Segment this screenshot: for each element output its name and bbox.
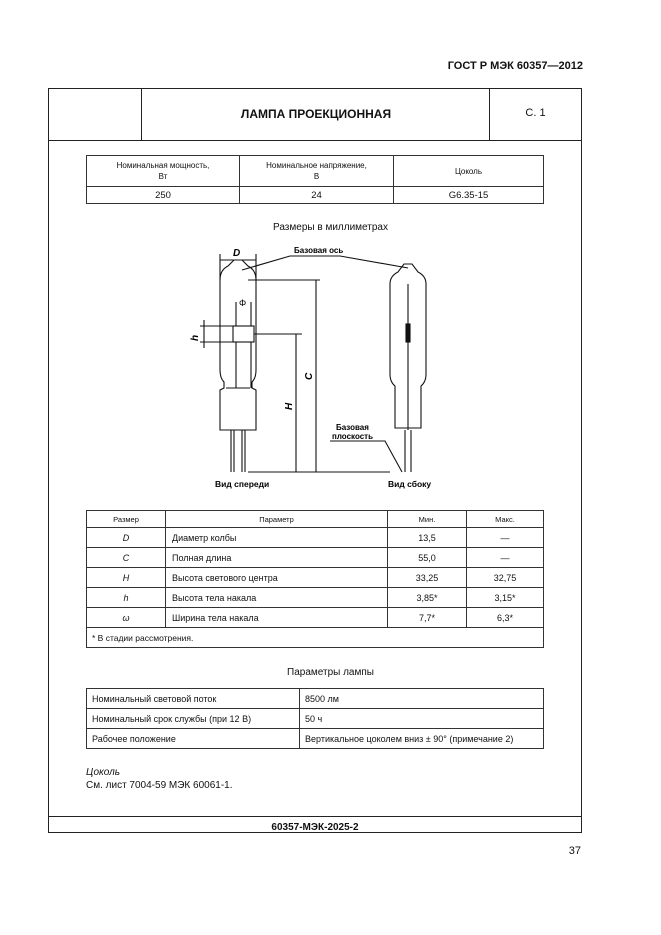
lamp-params-caption: Параметры лампы (287, 667, 374, 678)
dims-header-max: Макс. (467, 511, 544, 528)
dim-max: 6,3* (467, 608, 544, 628)
rating-voltage: 24 (240, 187, 394, 204)
table-row (87, 548, 544, 568)
dims-header-param: Параметр (166, 511, 388, 528)
label-side-view: Вид сбоку (388, 479, 432, 489)
dim-min: 13,5 (388, 528, 467, 548)
dim-min: 3,85* (388, 588, 467, 608)
sheet-title: ЛАМПА ПРОЕКЦИОННАЯ (240, 107, 392, 121)
dim-parameter: Ширина тела накала (166, 608, 388, 628)
rating-power: 250 (87, 187, 240, 204)
side-filament (406, 324, 410, 342)
dim-max: — (467, 548, 544, 568)
dim-parameter: Высота светового центра (166, 568, 388, 588)
dimensions-caption: Размеры в миллиметрах (273, 222, 388, 233)
label-ref-axis: Базовая ось (294, 246, 344, 255)
label-c: C (304, 372, 315, 380)
label-phi: Φ (239, 298, 247, 308)
dims-header-size: Размер (87, 511, 166, 528)
lamp-param-name: Номинальный срок службы (при 12 В) (87, 709, 300, 729)
table-row (87, 709, 544, 729)
axis-leader (242, 256, 408, 270)
dim-parameter: Диаметр колбы (166, 528, 388, 548)
cap-heading: Цоколь (86, 767, 121, 778)
label-d: D (233, 248, 241, 259)
footer-top-line (48, 816, 582, 817)
cap-text: См. лист 7004-59 МЭК 60061-1. (86, 780, 233, 791)
lamp-param-value: 8500 лм (300, 689, 544, 709)
label-ref-plane-2: плоскость (332, 432, 374, 441)
lamp-params-table (86, 688, 544, 749)
dim-max: 3,15* (467, 588, 544, 608)
lamp-param-name: Номинальный световой поток (87, 689, 300, 709)
table-row (87, 729, 544, 749)
rating-header-power: Номинальная мощность, Вт (87, 156, 240, 187)
dim-symbol: H (87, 568, 166, 588)
table-row (87, 528, 544, 548)
dim-symbol: C (87, 548, 166, 568)
filament-box (233, 326, 254, 342)
dim-max: — (467, 528, 544, 548)
dimensions-table (86, 510, 544, 648)
dims-header-min: Мин. (388, 511, 467, 528)
lamp-param-value: 50 ч (300, 709, 544, 729)
label-h-small: h (190, 334, 201, 341)
rating-cap: G6.35-15 (394, 187, 544, 204)
sheet-code: 60357-МЭК-2025-2 (271, 822, 359, 833)
title-bottom-line (48, 140, 582, 141)
table-row (87, 588, 544, 608)
dim-symbol: D (87, 528, 166, 548)
ref-plane-leader (330, 441, 402, 472)
lamp-drawing (190, 240, 450, 495)
dim-symbol: h (87, 588, 166, 608)
label-ref-plane-1: Базовая (336, 423, 369, 432)
rating-header-cap: Цоколь (394, 156, 544, 187)
lamp-param-name: Рабочее положение (87, 729, 300, 749)
standard-code: ГОСТ Р МЭК 60357—2012 (447, 60, 583, 72)
table-row (87, 689, 544, 709)
rating-header-voltage: Номинальное напряжение, В (240, 156, 394, 187)
page-number: 37 (568, 845, 581, 857)
dim-parameter: Полная длина (166, 548, 388, 568)
table-row (87, 568, 544, 588)
dim-symbol: ω (87, 608, 166, 628)
label-h-big: H (284, 402, 295, 410)
table-row (87, 608, 544, 628)
dim-parameter: Высота тела накала (166, 588, 388, 608)
dim-min: 7,7* (388, 608, 467, 628)
label-front-view: Вид спереди (215, 479, 270, 489)
dims-note: * В стадии рассмотрения. (87, 628, 544, 648)
dim-min: 33,25 (388, 568, 467, 588)
dim-min: 55,0 (388, 548, 467, 568)
ratings-table (86, 155, 544, 204)
sheet-page: С. 1 (525, 107, 546, 119)
lamp-param-value: Вертикальное цоколем вниз ± 90° (примечание 2) (300, 729, 544, 749)
dim-max: 32,75 (467, 568, 544, 588)
